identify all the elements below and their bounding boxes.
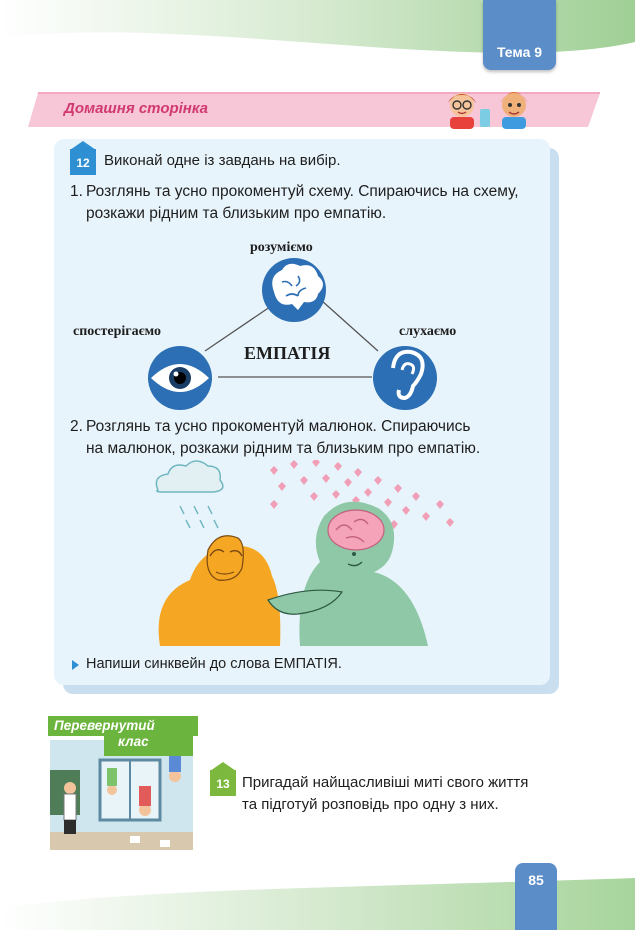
home-page-title: Домашня сторінка [64,100,208,117]
task-item-1 [70,181,550,225]
diagram-label-top: розуміємо [250,240,313,255]
flipped-class-illustration [50,740,193,850]
task13-line2: та підготуй розповідь про одну з них. [242,796,499,813]
diagram-center-label: ЕМПАТІЯ [244,343,331,363]
item2-line1: Розглянь та усно прокоментуй малюнок. Спираючись [86,418,471,435]
task13-line1: Пригадай найщасливіші миті свого життя [242,774,529,791]
task-item-2 [70,416,550,460]
flipped-class-label-line2: клас [118,734,149,749]
task-heading: Виконай одне із завдань на вибір. [104,152,341,169]
flipped-class-label-line1: Перевернутий [54,718,155,733]
topic-label: Тема 9 [496,44,543,60]
diagram-label-right: слухаємо [399,324,457,339]
task-number-badge: 12 [70,149,96,175]
task-13-text [242,772,560,816]
empathy-illustration [150,460,470,646]
diagram-label-left: спостерігаємо [73,324,162,339]
bullet-task: Напиши синквейн до слова ЕМПАТІЯ. [86,656,342,672]
item2-line2: на малюнок, розкажи рідним та близьким про емпатію. [86,440,481,457]
item1-line1: Розглянь та усно прокоментуй схему. Спираючись на схему, [86,183,519,200]
bullet-arrow-icon [72,660,79,670]
item1-line2: розкажи рідним та близьким про емпатію. [86,205,387,222]
item-number: 1. [70,183,83,200]
ear-icon [373,346,437,410]
page-number: 85 [528,872,544,888]
item-number: 2. [70,418,83,435]
brain-icon [262,258,326,322]
eye-icon [148,346,212,410]
task-13-badge: 13 [210,770,236,796]
rain-cloud-icon [156,461,223,528]
